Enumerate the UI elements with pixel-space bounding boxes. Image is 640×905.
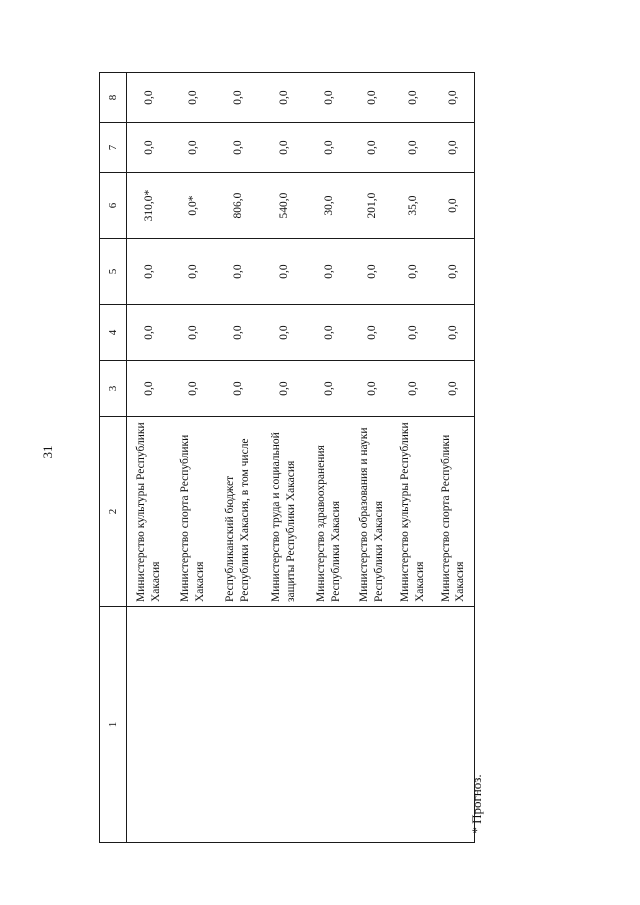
footnote: * Прогноз.: [469, 774, 484, 834]
value-cell: 540,0: [261, 173, 307, 239]
value-cell: 310,0*: [127, 173, 171, 239]
column-header: 5: [100, 239, 127, 305]
value-cell: 0,0: [351, 305, 393, 361]
budget-table-rotated: [99, 73, 467, 843]
column-header: 8: [100, 73, 127, 123]
value-cell: 0,0: [433, 361, 475, 417]
value-cell: 0,0: [215, 239, 261, 305]
row-index-cell: [215, 607, 261, 843]
value-cell: 0,0: [171, 123, 215, 173]
column-header: 7: [100, 123, 127, 173]
value-cell: 0,0: [393, 361, 433, 417]
value-cell: 0,0: [393, 305, 433, 361]
value-cell: 0,0: [307, 361, 351, 417]
value-cell: 0,0: [433, 73, 475, 123]
table-row: [215, 73, 261, 843]
ministry-name-cell: Министерство спорта Республики Хакасия: [171, 417, 215, 607]
value-cell: 0,0: [261, 305, 307, 361]
value-cell: 0,0: [307, 123, 351, 173]
column-header: 1: [100, 607, 127, 843]
value-cell: 0,0: [393, 123, 433, 173]
table-row: [261, 73, 307, 843]
value-cell: 0,0: [171, 361, 215, 417]
table-row: [351, 73, 393, 843]
column-header: 2: [100, 417, 127, 607]
value-cell: 0,0: [127, 361, 171, 417]
value-cell: 0,0: [171, 239, 215, 305]
row-index-cell: [393, 607, 433, 843]
ministry-name-cell: Министерство спорта Республики Хакасия: [433, 417, 475, 607]
table-row: [171, 73, 215, 843]
value-cell: 0,0: [215, 361, 261, 417]
value-cell: 0,0: [393, 239, 433, 305]
value-cell: 806,0: [215, 173, 261, 239]
value-cell: 0,0: [215, 305, 261, 361]
budget-table: [99, 72, 475, 843]
value-cell: 0,0: [393, 73, 433, 123]
table-row: [433, 73, 475, 843]
column-header: 4: [100, 305, 127, 361]
value-cell: 0,0: [433, 239, 475, 305]
value-cell: 30,0: [307, 173, 351, 239]
ministry-name-cell: Министерство культуры Республики Хакасия: [393, 417, 433, 607]
column-header: 3: [100, 361, 127, 417]
value-cell: 0,0: [351, 73, 393, 123]
value-cell: 0,0: [171, 73, 215, 123]
row-index-cell: [307, 607, 351, 843]
value-cell: 0,0: [261, 73, 307, 123]
value-cell: 0,0: [261, 239, 307, 305]
value-cell: 35,0: [393, 173, 433, 239]
value-cell: 0,0*: [171, 173, 215, 239]
value-cell: 0,0: [351, 361, 393, 417]
value-cell: 0,0: [127, 73, 171, 123]
table-row: [127, 73, 171, 843]
value-cell: 0,0: [433, 173, 475, 239]
value-cell: 0,0: [433, 305, 475, 361]
value-cell: 0,0: [261, 361, 307, 417]
ministry-name-cell: Министерство здравоохранения Республики Хакасия: [307, 417, 351, 607]
row-index-cell: [127, 607, 171, 843]
row-index-cell: [171, 607, 215, 843]
value-cell: 201,0: [351, 173, 393, 239]
ministry-name-cell: Министерство образования и науки Республики Хакасия: [351, 417, 393, 607]
value-cell: 0,0: [351, 239, 393, 305]
value-cell: 0,0: [127, 305, 171, 361]
ministry-name-cell: Министерство культуры Республики Хакасия: [127, 417, 171, 607]
ministry-name-cell: Республиканский бюджет Республики Хакасия, в том числе: [215, 417, 261, 607]
column-header: 6: [100, 173, 127, 239]
value-cell: 0,0: [261, 123, 307, 173]
row-index-cell: [351, 607, 393, 843]
value-cell: 0,0: [307, 239, 351, 305]
row-index-cell: [261, 607, 307, 843]
header-row: [100, 73, 127, 843]
table-row: [393, 73, 433, 843]
value-cell: 0,0: [307, 73, 351, 123]
value-cell: 0,0: [351, 123, 393, 173]
value-cell: 0,0: [127, 123, 171, 173]
value-cell: 0,0: [215, 73, 261, 123]
value-cell: 0,0: [171, 305, 215, 361]
ministry-name-cell: Министерство труда и социальной защиты Республики Хакасия: [261, 417, 307, 607]
value-cell: 0,0: [127, 239, 171, 305]
table-row: [307, 73, 351, 843]
value-cell: 0,0: [307, 305, 351, 361]
value-cell: 0,0: [215, 123, 261, 173]
value-cell: 0,0: [433, 123, 475, 173]
page-number: 31: [40, 445, 55, 459]
